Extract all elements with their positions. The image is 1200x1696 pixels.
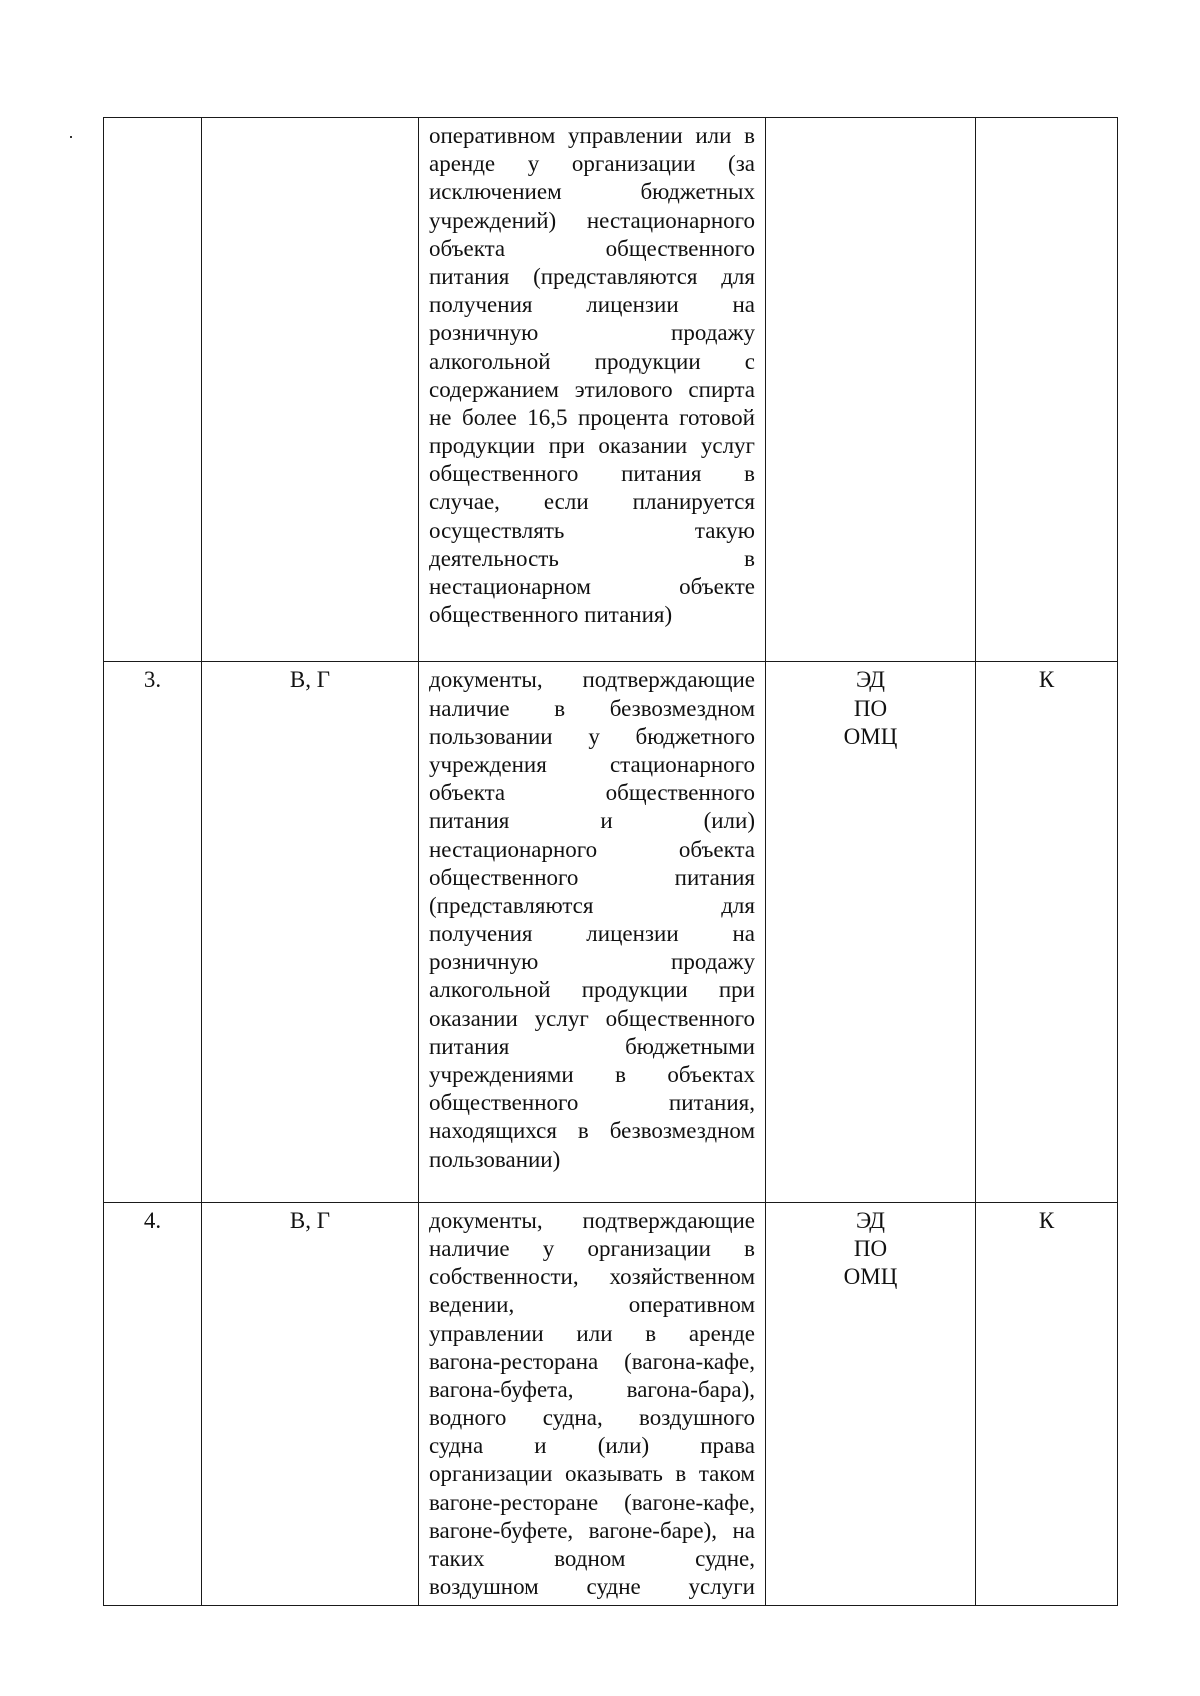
document-line: вагоне-буфете, вагоне-баре), на (429, 1517, 755, 1543)
document-line: учреждения стационарного (429, 751, 755, 777)
row-number: 4. (143, 1207, 162, 1233)
stray-dot (70, 136, 72, 138)
document-line: случае, если планируется (429, 489, 755, 515)
row-number-cell (104, 662, 202, 1202)
submission-form-code: ЭД (856, 667, 885, 693)
document-line: объекта общественного (429, 235, 755, 261)
submission-form-code: ОМЦ (843, 723, 898, 749)
document-line: судна и (или) права (429, 1433, 755, 1459)
document-line: документы, подтверждающие (429, 1207, 755, 1233)
document-line: общественного питания в (429, 461, 755, 487)
document-line: наличие в безвозмездном (429, 695, 755, 721)
document-description-cell (419, 662, 766, 1202)
row-number-cell (104, 1202, 202, 1606)
document-line: алкогольной продукции при (429, 977, 755, 1003)
document-line: воздушном судне услуги (429, 1574, 755, 1600)
document-line: продукции при оказании услуг (429, 433, 755, 459)
requirement-cell (976, 662, 1118, 1202)
document-line: наличие у организации в (429, 1235, 755, 1261)
document-line: нестационарного объекта (429, 836, 755, 862)
requirement-code: К (1038, 667, 1055, 693)
document-description-cell (419, 1202, 766, 1606)
document-line: объекта общественного (429, 780, 755, 806)
submission-form-code: ПО (853, 1235, 888, 1261)
document-line: алкогольной продукции с (429, 348, 755, 374)
submission-form-cell (766, 1202, 976, 1606)
document-line: пользовании у бюджетного (429, 723, 755, 749)
document-line: таких водном судне, (429, 1546, 755, 1571)
table-row (104, 118, 1118, 662)
document-line: учреждениями в объектах (429, 1062, 755, 1087)
document-line: ведении, оперативном (429, 1292, 755, 1318)
document-line: не более 16,5 процента готовой (429, 404, 755, 430)
document-line: нестационарном объекте (429, 574, 755, 599)
document-line: управлении или в аренде (429, 1320, 755, 1346)
document-line: питания (представляются для (429, 263, 755, 289)
requirements-table (103, 117, 1118, 1606)
row-number-cell (104, 118, 202, 662)
document-line: (представляются для (429, 892, 755, 918)
document-line: вагона-буфета, вагона-бара), (429, 1376, 755, 1402)
document-line: водного судна, воздушного (429, 1405, 755, 1431)
document-line: документы, подтверждающие (429, 667, 755, 693)
category: В, Г (289, 1207, 331, 1233)
document-line: питания бюджетными (429, 1033, 755, 1059)
document-line: общественного питания (429, 864, 755, 890)
submission-form-code: ЭД (856, 1207, 885, 1233)
document-line: розничную продажу (429, 320, 755, 346)
submission-form-cell (766, 662, 976, 1202)
submission-form-code: ОМЦ (843, 1264, 898, 1290)
document-line: собственности, хозяйственном (429, 1264, 755, 1290)
document-line: оказании услуг общественного (429, 1005, 755, 1031)
submission-form-code: ПО (853, 695, 888, 721)
document-line: организации оказывать в таком (429, 1461, 755, 1487)
table-row (104, 662, 1118, 1202)
document-line: вагона-ресторана (вагона-кафе, (429, 1348, 755, 1374)
table-row (104, 1202, 1118, 1606)
document-line: питания и (или) (429, 808, 755, 834)
category-cell (202, 662, 419, 1202)
category: В, Г (289, 667, 331, 693)
document-line: общественного питания, (429, 1090, 755, 1116)
document-line: осуществлять такую (429, 517, 755, 543)
document-line: пользовании) (429, 1146, 561, 1172)
document-line: розничную продажу (429, 949, 755, 975)
row-number: 3. (143, 667, 162, 693)
requirement-cell (976, 1202, 1118, 1606)
document-line: деятельность в (429, 545, 755, 571)
document-line: вагоне-ресторане (вагоне-кафе, (429, 1489, 755, 1515)
category-cell (202, 1202, 419, 1606)
document-line: общественного питания) (429, 602, 673, 628)
document-line: получения лицензии на (429, 921, 755, 947)
document-line: оперативном управлении или в (429, 123, 755, 148)
submission-form-cell (766, 118, 976, 662)
document-line: содержанием этилового спирта (429, 376, 755, 402)
document-line: находящихся в безвозмездном (429, 1118, 755, 1144)
document-line: получения лицензии на (429, 292, 755, 318)
requirement-cell (976, 118, 1118, 662)
category-cell (202, 118, 419, 662)
requirement-code: К (1038, 1207, 1055, 1233)
document-description-cell (419, 118, 766, 662)
document-line: исключением бюджетных (429, 179, 755, 205)
document-line: учреждений) нестационарного (429, 207, 755, 233)
document-line: аренде у организации (за (429, 151, 755, 177)
